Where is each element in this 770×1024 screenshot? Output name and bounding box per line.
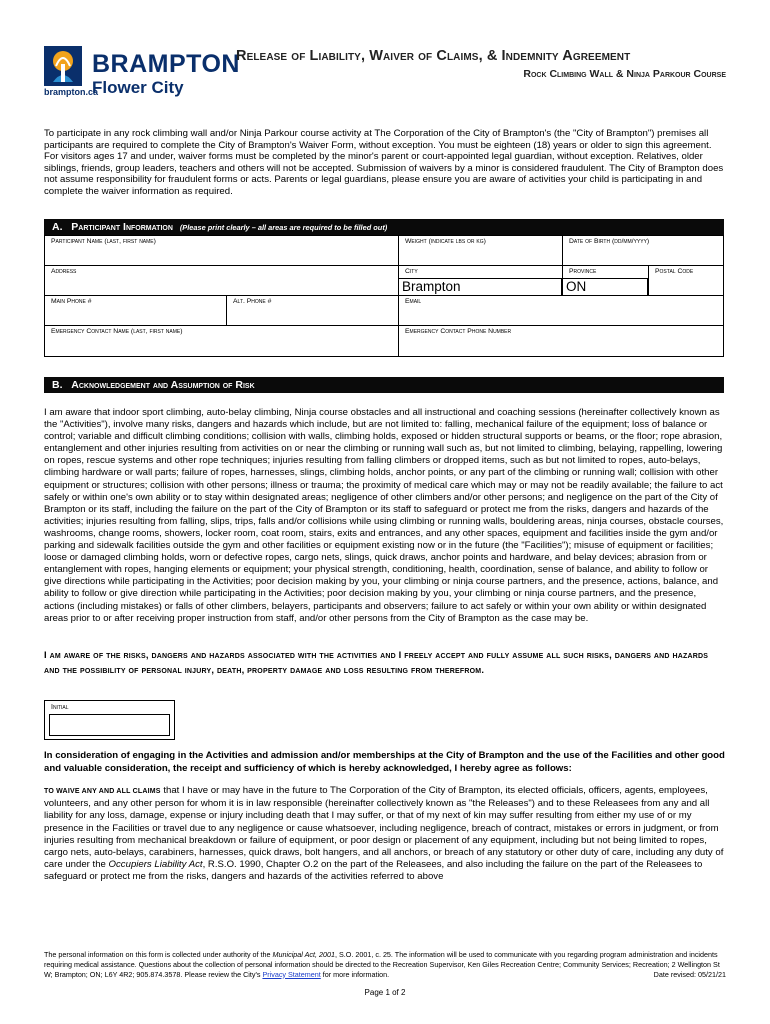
email-field[interactable] bbox=[398, 295, 724, 325]
occupiers-act: Occupiers Liability Act bbox=[108, 859, 203, 871]
waiver-lead: TO WAIVE ANY AND ALL CLAIMS bbox=[44, 788, 161, 795]
emergency-phone-field[interactable] bbox=[398, 325, 724, 356]
address-field[interactable] bbox=[44, 265, 398, 295]
privacy-statement-link[interactable]: Privacy Statement bbox=[262, 969, 321, 979]
logo-brand-text: BRAMPTON bbox=[92, 50, 240, 78]
footer-text-c: for more information. bbox=[322, 969, 390, 979]
initial-field[interactable] bbox=[44, 700, 175, 740]
risk-paragraph: I am aware that indoor sport climbing, auto-belay climbing, Ninja course obstacles and all instructional and coaching sessions (hereinafter collectively known as the "Activities"), involve many risks, dangers and hazards which include, but are not limited to: falling, mechanical failure of the equipment; loss of balance or control; variable and difficult climbing conditions; collision with walls, climbing holds, exposed or hidden structural supports or beams, or the floor; rope abrasion, entanglement and other injuries resulting from activities on or near the climbing or running wall such as, but not limited to climbing, belaying, rappelling, lowering on ropes, rescue systems and other rope techniques; injuries resulting from falling climbers or dropped items, such as but not limited to ropes, auto-belays, climbing hardware or wall parts; failure of ropes, harnesses, slings, climbing holds, anchor points, or any part of the climbing or running wall; collision with other equipment or structures; collision with other persons; illness or trauma; the proximity of medical care which may or may not be readily available; the failure to act safely or within one's own ability or to stay within designated areas; negligence of other climbers and/or other persons; and negligence on the part of the City of Brampton or its staff, including the failure on the part of the City of Brampton or its staff to safeguard or protect me from the risks, dangers and hazards of the activities; injuries resulting from falling, slips, trips, falls and/or collisions while using climbing or running walls, bouldering areas, ninja courses, obstacle courses, washrooms, change rooms, showers, locker room, coat room, stairs, exits and entrances, and any other spaces, equipment and facilities inside the gym and/or parking and sidewalk facilities outside the gym and other facilities or equipment existing now or in the future (the "Facilities"); misuse of equipment or facilities; loose or damaged climbing holds, worn or defective ropes, cargo nets, slings, quick draws, anchor points and hardware, and belay devices; abrasion from or entanglement with ropes, hanging elements or equipment; your physical strength, conditioning, health, coordination, sense of balance, and ability to follow or give directions while participating in the Activities; poor decision making by you, your climbing or ninja course partners, and the presence, actions, balance, and ability to follow or give direction while participating in the Activities; poor decision making by you, your climbing or ninja course partners, and the presence, actions (including mistakes) or falls of other climbers, belayers, participants and observers; failure to act safely or within your own ability or within designated areas prior to or after receiving proper instruction from staff, and/or other persons from the City of Brampton as the case may be. bbox=[44, 407, 724, 624]
section-a-note: (Please print clearly – all areas are required to be filled out) bbox=[179, 223, 388, 232]
city-input[interactable] bbox=[398, 278, 562, 296]
section-b-letter: B. bbox=[52, 379, 63, 391]
section-b-title: Acknowledgement and Assumption of Risk bbox=[71, 379, 255, 391]
participant-name-label: Participant Name (last, first name) bbox=[51, 238, 156, 245]
email-label: Email bbox=[405, 298, 422, 305]
footer-text-b: , S.O. 2001, c. 25. The information will be used to communicate with you regarding program administration and incidents requiring medical assistance. Questions about the collection of personal information should be directed to the Recreation Supervisor, Ken Giles Recreation Centre; Community Services; Recreation; 2 Wellington St W; Brampton; ON; L6Y 4R2; 905.874.3578. Please review the City's bbox=[44, 950, 720, 979]
logo-url: brampton.ca bbox=[44, 87, 99, 97]
address-label: Address bbox=[51, 268, 77, 275]
page-number: Page 1 of 2 bbox=[364, 988, 406, 997]
document-subtitle bbox=[523, 68, 726, 80]
emergency-name-field[interactable] bbox=[44, 325, 398, 356]
postal-code-field[interactable] bbox=[648, 265, 724, 295]
privacy-footer bbox=[44, 950, 726, 979]
acknowledgement-statement: I am aware of the risks, dangers and hazards associated with the activities and I freely accept and fully assume all such risks, dangers and hazards and the possibility of personal injury, death, property damage and loss resulting from therefrom. bbox=[44, 649, 709, 675]
footer-act: Municipal Act, 2001 bbox=[272, 950, 335, 959]
city-field[interactable] bbox=[398, 265, 562, 295]
participant-name-field[interactable] bbox=[44, 235, 398, 265]
intro-paragraph: To participate in any rock climbing wall and/or Ninja Parkour course activity at The Corporation of the City of Brampton's (the "City of Brampton") premises all participants are required to complete the City of Brampton's Waiver Form, without exception. You must be eighteen (18) years or older to sign this agreement. For visitors ages 17 and under, waiver forms must be completed by the minor's parent or court-appointed legal guardian, without exception. Relatives, older siblings, friends, group leaders, teachers and others will not be accepted. Submission of waivers by a minor is considered fraudulent. The City of Brampton does not assume responsibility for fraudulent forms or acts. Parents or legal guardians, please ensure you are aware of activities your child is participating in and complete the waiver information as required. bbox=[44, 128, 724, 197]
section-a-title: Participant Information bbox=[71, 221, 173, 233]
dob-label: Date of Birth (dd/mm/yyyy) bbox=[569, 238, 650, 245]
postal-code-label: Postal Code bbox=[655, 268, 694, 275]
document-title-text: Release of Liability, Waiver of Claims, & Indemnity Agreement bbox=[236, 48, 631, 64]
main-phone-field[interactable] bbox=[44, 295, 226, 325]
emergency-name-label: Emergency Contact Name (last, first name) bbox=[51, 328, 183, 335]
waiver-paragraph bbox=[44, 785, 726, 884]
province-input[interactable] bbox=[562, 278, 648, 296]
section-a-letter: A. bbox=[52, 221, 63, 233]
city-label: City bbox=[405, 268, 418, 275]
province-field[interactable] bbox=[562, 265, 648, 295]
province-value: ON bbox=[566, 279, 587, 294]
logo-tagline: Flower City bbox=[92, 78, 184, 97]
alt-phone-label: Alt. Phone # bbox=[233, 298, 272, 305]
consideration-paragraph: In consideration of engaging in the Activities and admission and/or memberships at the City of Brampton and the use of the Facilities and other good and valuable consideration, the receipt and sufficiency of which is hereby acknowledged, I hereby agree as follows: bbox=[44, 750, 725, 774]
waiver-body: that I have or may have in the future to The Corporation of the City of Brampton, its elected officials, officers, agents, employees, volunteers, and any other person for whom it is in law responsible (hereinafter collectively known as "the Releases") and to these Releasees from any and all liability for any loss, damage, expense or injury including death that I may suffer, or that of my next of kin may suffer resulting from either my use of or my presence in the Facilities or travel due to any negligence or cause whatsoever, including negligence, breach of contract, mistakes or errors in judgment, or from injuries resulting from mechanical breakdown or failure of equipment, or poor design or placement of any equipment, including but not being limited to ropes, cargo nets, auto-belays, carabiners, harnesses, quick draws, bolt hangers, and all anchors, or breach of any statutory or other duty of care, including any duty of care under the bbox=[44, 785, 724, 871]
dob-field[interactable] bbox=[562, 235, 724, 265]
document-title bbox=[236, 48, 630, 64]
date-revised: Date revised: 05/21/21 bbox=[653, 969, 726, 979]
waiver-tail: , R.S.O. 1990, Chapter O.2 on the part of the Releasees, and also including the failure on the part of the Releasees to safeguard or protect me from the risks, dangers and hazards of the activities referred to above bbox=[44, 859, 703, 883]
initial-input[interactable] bbox=[49, 714, 170, 736]
section-b-header bbox=[44, 377, 724, 393]
participant-form bbox=[44, 235, 724, 357]
document-subtitle-text: Rock Climbing Wall & Ninja Parkour Course bbox=[523, 68, 726, 80]
alt-phone-field[interactable] bbox=[226, 295, 398, 325]
city-value: Brampton bbox=[402, 279, 461, 294]
initial-label: Initial bbox=[51, 704, 69, 711]
province-label: Province bbox=[569, 268, 597, 275]
flower-city-logo-icon bbox=[44, 46, 82, 86]
emergency-phone-label: Emergency Contact Phone Number bbox=[405, 328, 512, 335]
brampton-logo bbox=[44, 46, 240, 106]
weight-label: Weight (indicate lbs or kg) bbox=[405, 238, 486, 245]
footer-text-a: The personal information on this form is collected under authority of the bbox=[44, 950, 271, 959]
weight-field[interactable] bbox=[398, 235, 562, 265]
section-a-header bbox=[44, 219, 724, 235]
main-phone-label: Main Phone # bbox=[51, 298, 92, 305]
